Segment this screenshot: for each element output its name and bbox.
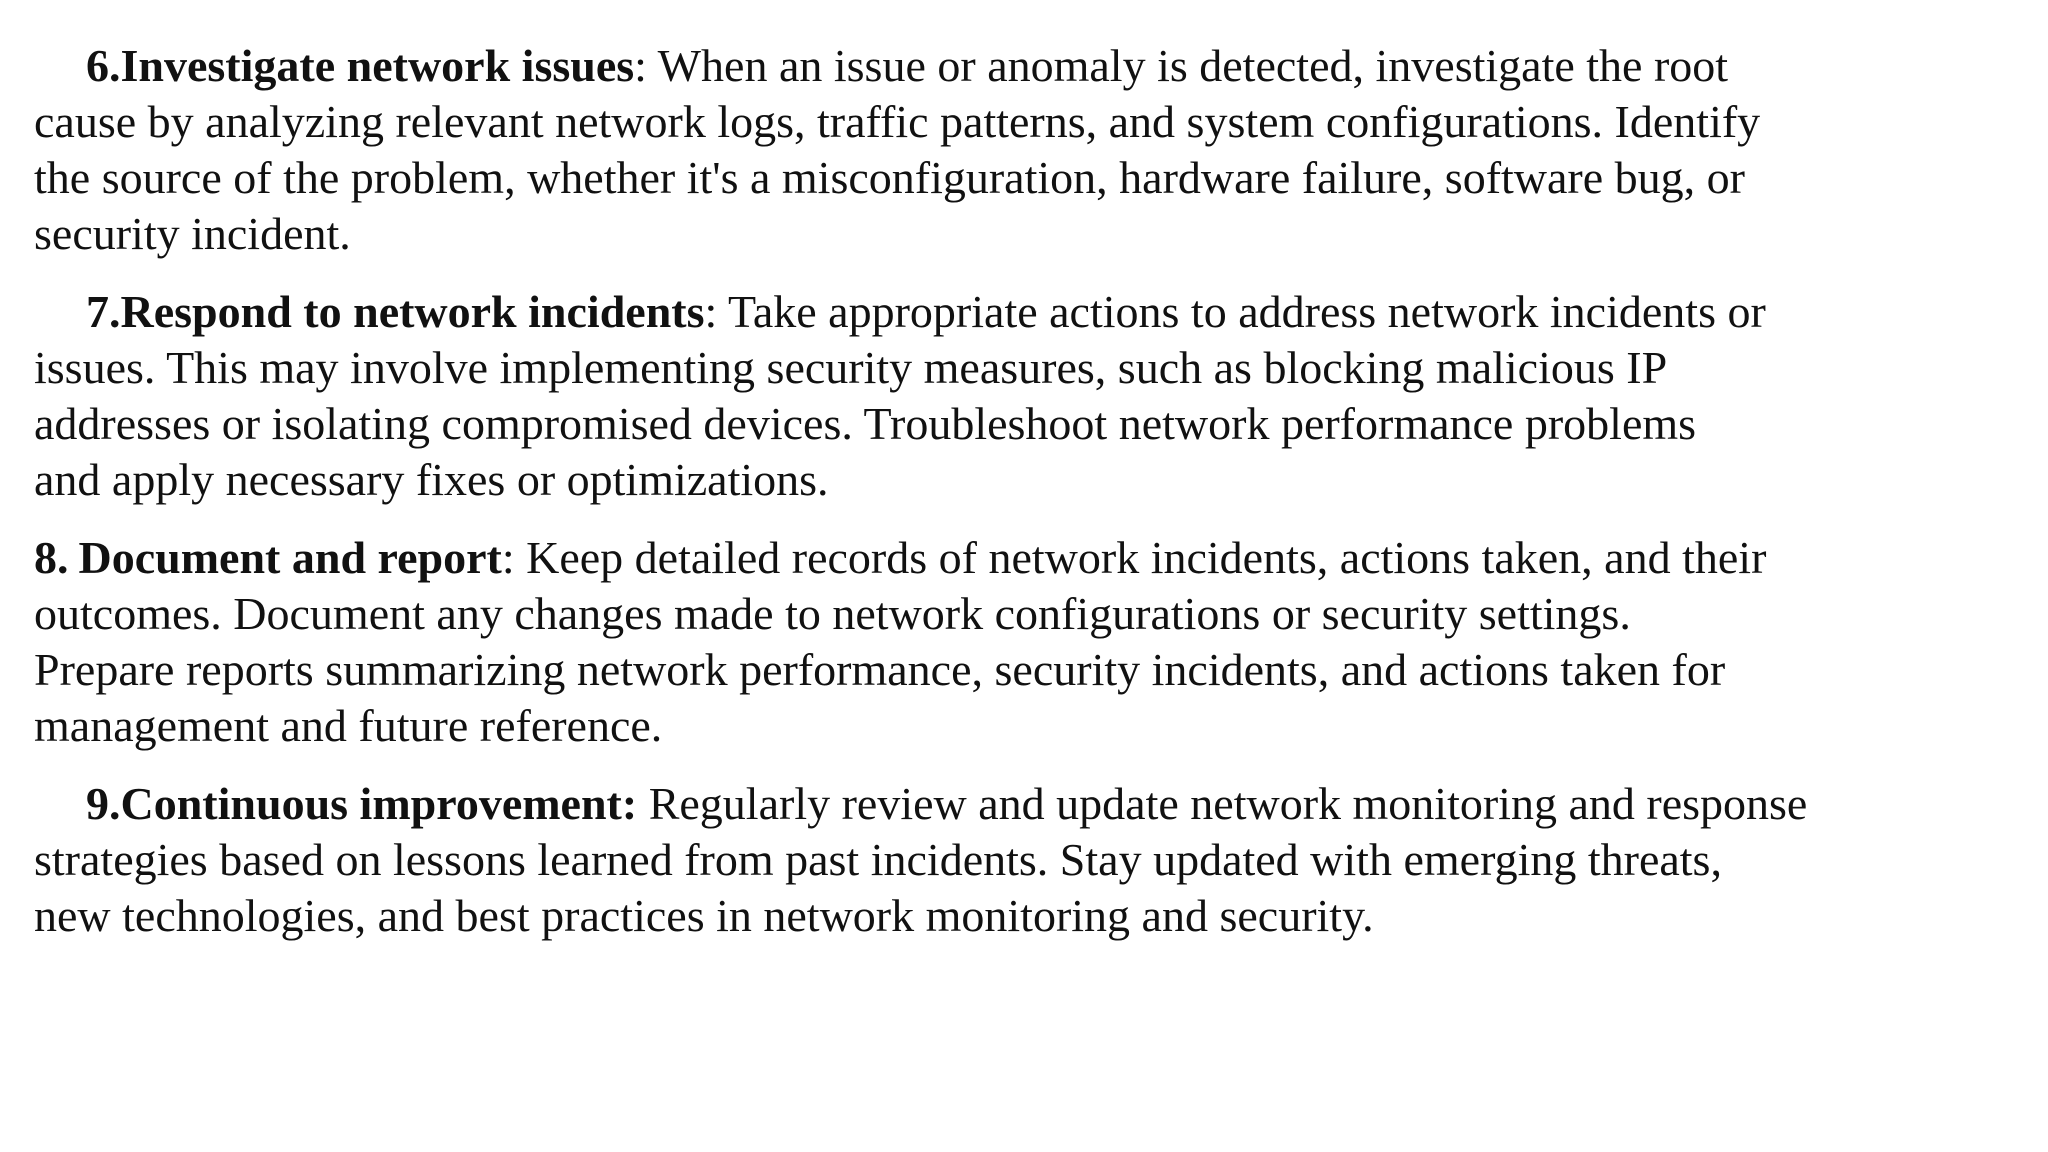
item-text-line: outcomes. Document any changes made to network configurations or security settings. [34,588,1631,639]
item-text-line: cause by analyzing relevant network logs, traffic patterns, and system configurations. Identify [34,96,1761,147]
list-item-8 [34,530,2034,754]
item-number: 8. [34,532,69,583]
list-item-6 [34,38,2034,262]
item-text-line: the source of the problem, whether it's a misconfiguration, hardware failure, software bug, or [34,152,1745,203]
item-number: 7. [86,286,121,337]
list-item-9 [34,776,2034,944]
item-number: 9. [86,778,121,829]
item-text-line: strategies based on lessons learned from past incidents. Stay updated with emerging threats, [34,834,1722,885]
item-text-line: Prepare reports summarizing network performance, security incidents, and actions taken for [34,644,1726,695]
item-text-line: addresses or isolating compromised devices. Troubleshoot network performance problems [34,398,1697,449]
item-separator: : [704,286,718,337]
item-text-line: issues. This may involve implementing security measures, such as blocking malicious IP [34,342,1668,393]
item-text-line: Take appropriate actions to address network incidents or [717,286,1766,337]
item-text-line: management and future reference. [34,700,663,751]
item-text-line: Keep detailed records of network incidents, actions taken, and their [514,532,1767,583]
item-text-line: Regularly review and update network monitoring and response [637,778,1808,829]
item-separator: : [634,40,647,91]
item-text-line: security incident. [34,208,351,259]
item-text-line: When an issue or anomaly is detected, investigate the root [646,40,1729,91]
item-text-line: and apply necessary fixes or optimizations. [34,454,829,505]
item-heading: Continuous improvement: [120,778,638,829]
list-item-7 [34,284,2034,508]
item-heading: Investigate network issues [120,40,635,91]
item-separator: : [501,532,515,583]
item-heading: Respond to network incidents [120,286,705,337]
item-number: 6. [86,40,121,91]
item-text-line: new technologies, and best practices in network monitoring and security. [34,890,1374,941]
item-heading: Document and report [78,532,502,583]
